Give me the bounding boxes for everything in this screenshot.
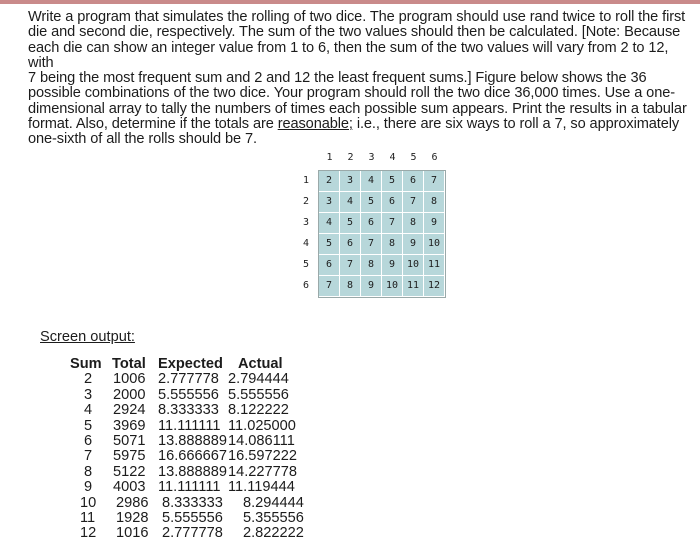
output-actual: 16.597222 [228,448,297,465]
grid-cell: 9 [382,255,403,276]
output-actual: 11.025000 [228,417,296,434]
output-total: 1016 [116,525,149,542]
grid-cell: 10 [403,255,424,276]
output-expected: 13.888889 [158,463,227,480]
grid-cell: 6 [340,234,361,255]
output-expected: 5.555556 [158,386,219,403]
grid-cell: 10 [382,276,403,297]
output-sum: 3 [84,386,93,403]
output-sum: 5 [84,417,93,434]
output-expected: 5.555556 [162,510,223,526]
grid-cell: 5 [382,171,403,192]
grid-cell: 7 [361,234,382,255]
grid-cell: 6 [382,192,403,213]
grid-column-header: 6 [431,152,438,163]
output-sum: 8 [84,463,93,480]
output-expected: 2.777778 [162,525,223,542]
output-actual: 8.122222 [228,402,289,419]
grid-cell: 5 [319,234,340,255]
grid-cell: 8 [382,234,403,255]
grid-row-header: 3 [302,217,310,228]
output-column-header: Actual [238,356,283,372]
output-total: 2000 [113,386,146,403]
output-total: 5071 [113,433,146,449]
grid-cell: 8 [403,213,424,234]
grid-cell: 3 [319,192,340,213]
problem-line: die and second die, respectively. The sum of the two values should then be calculated. [Note: Because [28,24,681,41]
grid-cell: 5 [340,213,361,234]
grid-column-header: 3 [368,152,375,163]
output-sum: 2 [84,371,93,388]
problem-statement [28,10,696,148]
output-total: 5975 [113,448,146,465]
grid-column-header: 5 [410,152,417,163]
problem-line: possible combinations of the two dice. Your program should roll the two dice 36,000 times. Use a one- [28,85,675,102]
output-expected: 11.111111 [158,479,221,496]
grid-cell: 4 [340,192,361,213]
output-actual: 2.822222 [243,525,304,542]
output-sum: 4 [84,402,93,419]
grid-cell: 7 [340,255,361,276]
output-actual: 5.355556 [243,510,304,526]
grid-cell: 4 [319,213,340,234]
output-expected: 8.333333 [158,402,219,419]
output-expected: 2.777778 [158,371,219,388]
output-expected: 8.333333 [162,494,223,511]
grid-cell: 6 [319,255,340,276]
grid-cell: 12 [424,276,445,297]
problem-line: each die can show an integer value from 1 to 6, then the sum of the two values will vary from 2 to 12, with [28,39,669,71]
grid-cell: 7 [319,276,340,297]
output-column-header: Total [112,356,146,372]
grid-row-header: 1 [302,175,310,186]
grid-cell: 6 [361,213,382,234]
problem-line: 7 being the most frequent sum and 2 and 12 the least frequent sums.] Figure below shows the 36 [28,70,647,87]
sum-grid [318,170,446,298]
output-actual: 14.227778 [228,463,297,480]
output-sum: 9 [84,479,93,496]
problem-line: one-sixth of all the rolls should be 7. [28,131,257,148]
problem-text: i.e., there are six ways to roll a 7, so approximately [352,116,680,133]
grid-column-header: 2 [347,152,354,163]
grid-cell: 11 [424,255,445,276]
top-border [0,0,700,4]
output-sum: 7 [84,448,93,465]
problem-line [28,117,696,132]
output-sum: 11 [80,510,96,526]
grid-cell: 11 [403,276,424,297]
grid-cell: 7 [403,192,424,213]
grid-cell: 3 [340,171,361,192]
grid-cell: 10 [424,234,445,255]
output-actual: 2.794444 [228,371,289,388]
grid-cell: 8 [340,276,361,297]
output-total: 2986 [116,494,149,511]
grid-cell: 7 [424,171,445,192]
output-actual: 5.555556 [228,386,289,403]
output-sum: 6 [84,433,93,449]
grid-cell: 2 [319,171,340,192]
output-total: 2924 [113,402,146,419]
grid-cell: 9 [424,213,445,234]
output-expected: 13.888889 [158,433,227,449]
output-total: 1928 [116,510,149,526]
grid-cell: 8 [424,192,445,213]
output-expected: 11.111111 [158,417,221,434]
output-actual: 8.294444 [243,494,304,511]
output-total: 1006 [113,371,146,388]
grid-row-header: 2 [302,196,310,207]
grid-cell: 9 [403,234,424,255]
grid-row-header: 6 [302,280,310,291]
output-expected: 16.666667 [158,448,227,465]
grid-cell: 6 [403,171,424,192]
output-total: 3969 [113,417,146,434]
output-column-header: Expected [158,356,223,372]
output-actual: 14.086111 [228,433,295,449]
reasonable-link[interactable]: reasonable; [277,116,353,133]
grid-cell: 8 [361,255,382,276]
output-column-header: Sum [70,356,102,372]
screen-output-label: Screen output: [40,329,135,345]
grid-row-header: 5 [302,259,310,270]
output-total: 5122 [113,463,146,480]
output-sum: 12 [80,525,97,542]
problem-text: format. Also, determine if the totals are [28,116,278,133]
problem-line: Write a program that simulates the rolling of two dice. The program should use rand twice to roll the first [28,9,686,25]
output-total: 4003 [113,479,146,496]
problem-line: dimensional array to tally the numbers of times each possible sum appears. Print the results in a tabular [28,100,687,117]
grid-column-header: 4 [389,152,396,163]
grid-cell: 7 [382,213,403,234]
grid-cell: 9 [361,276,382,297]
grid-cell: 5 [361,192,382,213]
output-sum: 10 [80,494,97,511]
grid-cell: 4 [361,171,382,192]
grid-column-header: 1 [326,152,333,163]
grid-row-header: 4 [302,238,310,249]
output-actual: 11.119444 [228,479,295,496]
